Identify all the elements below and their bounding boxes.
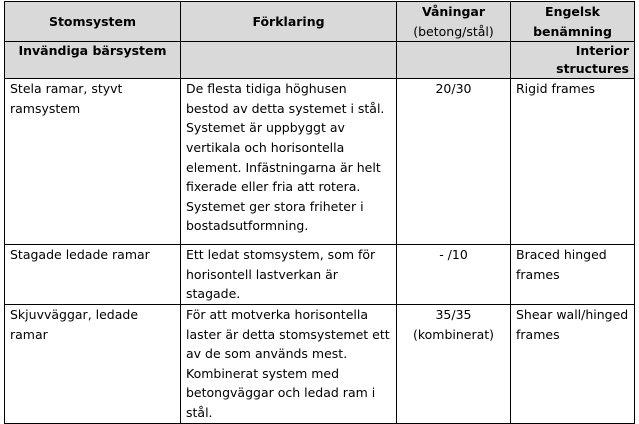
structural-systems-table (4, 1, 635, 424)
floors-value: 35/35 (435, 306, 472, 322)
floors-cell (397, 304, 511, 423)
english-name-cell: Shear wall/hinged frames (511, 304, 635, 423)
english-name-cell: Rigid frames (511, 79, 635, 245)
english-name-cell: Braced hinged frames (511, 245, 635, 305)
header-vaningar-sub: (betong/stål) (413, 23, 494, 39)
header-vaningar-label: Våningar (421, 4, 486, 19)
system-cell: Skjuvväggar, ledade ramar (5, 304, 181, 423)
floors-value: 20/30 (435, 81, 472, 97)
explanation-cell: För att motverka horisontella laster är detta stomsystemet ett av de som används mest. Kombinerat system med betongväggar och ledad ram i stål. (181, 304, 397, 423)
table-row (5, 304, 635, 423)
section-empty-cell (397, 42, 511, 79)
header-engelsk-benamning: Engelsk benämning (511, 2, 635, 42)
section-title-swedish: Invändiga bärsystem (5, 42, 181, 79)
system-cell: Stela ramar, styvt ramsystem (5, 79, 181, 245)
floors-cell (397, 245, 511, 305)
floors-value: - /10 (439, 247, 468, 263)
header-vaningar (397, 2, 511, 42)
section-title-english: Interior structures (511, 42, 635, 79)
header-stomsystem: Stomsystem (5, 2, 181, 42)
explanation-cell: De flesta tidiga höghusen bestod av detta systemet i stål. Systemet är uppbyggt av vertikala och horisontella element. Infästningarna är helt fixerade eller fria att rotera. Systemet ger stora friheter i bostadsutformning. (181, 79, 397, 245)
system-cell: Stagade ledade ramar (5, 245, 181, 305)
header-row (5, 2, 635, 42)
explanation-cell: Ett ledat stomsystem, som för horisontell lastverkan är stagade. (181, 245, 397, 305)
header-forklaring: Förklaring (181, 2, 397, 42)
table-row (5, 245, 635, 305)
section-row (5, 42, 635, 79)
table-row (5, 79, 635, 245)
floors-cell (397, 79, 511, 245)
section-empty-cell (181, 42, 397, 79)
floors-note: (kombinerat) (412, 326, 495, 342)
